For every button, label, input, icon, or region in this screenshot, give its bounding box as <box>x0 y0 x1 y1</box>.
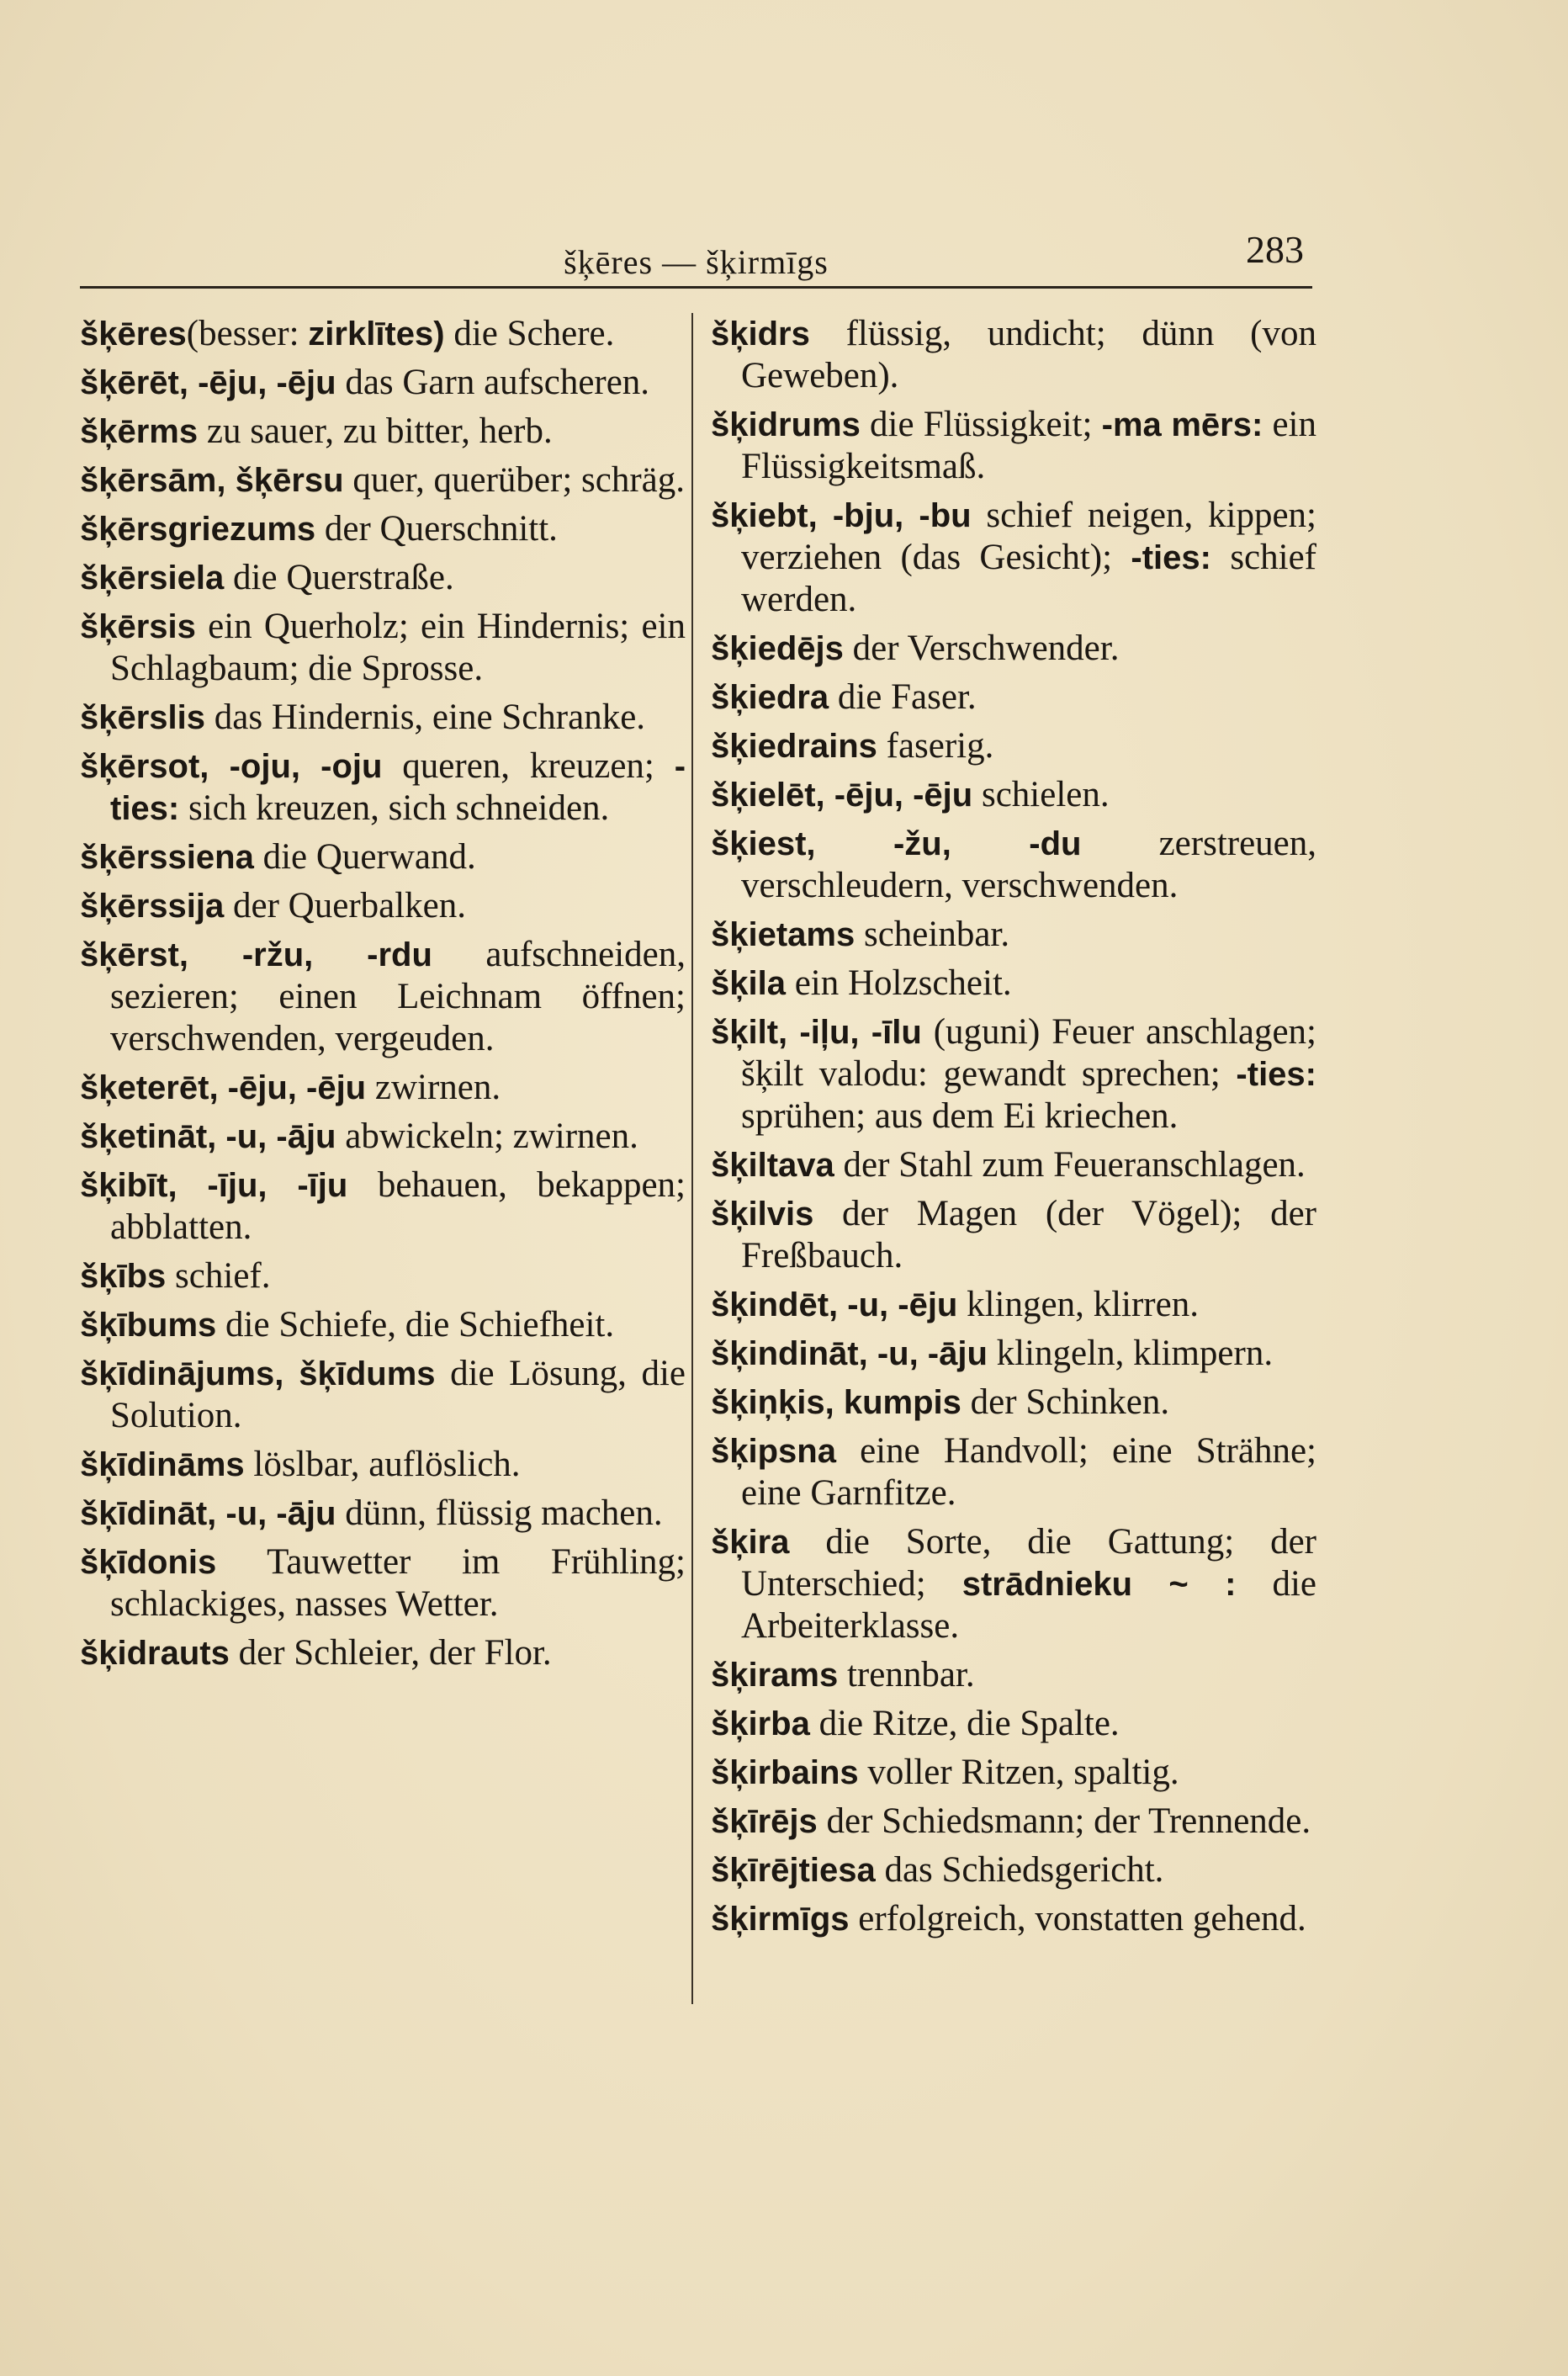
dictionary-entry <box>711 628 1316 670</box>
entry-definition: der Querbalken. <box>224 886 467 925</box>
entry-definition: die Faser. <box>829 677 977 717</box>
dictionary-entry <box>711 1430 1316 1514</box>
entry-headword: zirklītes) <box>308 316 445 353</box>
dictionary-entry <box>711 1521 1316 1647</box>
dictionary-entry <box>711 1654 1316 1696</box>
dictionary-entry <box>711 676 1316 719</box>
entry-headword: šķīdinājums, šķīdums <box>80 1355 436 1392</box>
dictionary-entry <box>80 1444 686 1486</box>
entry-headword: šķērslis <box>80 699 206 736</box>
entry-definition: abwickeln; zwirnen. <box>336 1116 638 1156</box>
right-column <box>711 313 1316 1947</box>
entry-headword: šķērssija <box>80 888 225 925</box>
entry-definition: zwirnen. <box>366 1068 501 1107</box>
entry-definition: der Schiedsmann; der Trennende. <box>817 1801 1311 1841</box>
entry-headword: -ties: <box>1131 539 1211 576</box>
entry-headword: šķīdonis <box>80 1544 217 1581</box>
entry-headword: šķipsna <box>711 1433 836 1470</box>
entry-definition: dünn, flüssig machen. <box>336 1493 663 1533</box>
dictionary-entry <box>711 914 1316 956</box>
entry-definition: die Sorte, die Gattung; der Unterschied; <box>741 1522 1316 1604</box>
dictionary-entry <box>711 1752 1316 1794</box>
entry-definition: aufschneiden, sezieren; einen Leichnam öffnen; verschwenden, vergeuden. <box>110 935 686 1058</box>
entry-definition: klingeln, klimpern. <box>987 1334 1274 1373</box>
entry-headword: šķiltava <box>711 1147 834 1184</box>
entry-definition: der Querschnitt. <box>315 509 558 549</box>
entry-headword: šķērsgriezums <box>80 511 316 548</box>
dictionary-entry <box>711 1011 1316 1138</box>
entry-definition: faserig. <box>877 726 994 766</box>
dictionary-entry <box>711 1849 1316 1891</box>
dictionary-entry <box>80 745 686 830</box>
entry-headword: šķērsām, šķērsu <box>80 462 344 499</box>
entry-definition: schief neigen, kippen; verziehen (das Gesicht); <box>741 496 1316 577</box>
dictionary-entry <box>80 1304 686 1346</box>
entry-definition: der Schleier, der Flor. <box>229 1633 552 1673</box>
entry-headword: šķērsiela <box>80 560 225 597</box>
entry-definition: löslbar, auflöslich. <box>244 1445 521 1484</box>
entry-definition: erfolgreich, vonstatten gehend. <box>849 1899 1306 1938</box>
header-rule <box>80 286 1312 289</box>
entry-definition: klingen, klirren. <box>957 1285 1199 1324</box>
entry-definition: schielen. <box>972 775 1110 814</box>
entry-headword: šķērst, -ržu, -rdu <box>80 936 432 973</box>
entry-definition: behauen, bekappen; abblatten. <box>110 1165 686 1247</box>
entry-headword: šķērsot, -oju, -oju <box>80 748 383 785</box>
entry-definition: das Garn aufscheren. <box>336 363 650 402</box>
entry-headword: šķiedējs <box>711 630 844 667</box>
column-divider <box>691 313 693 2004</box>
entry-headword: šķīdināt, -u, -āju <box>80 1495 336 1532</box>
dictionary-entry <box>80 836 686 878</box>
entry-definition: schief werden. <box>741 538 1316 619</box>
entry-headword: šķībs <box>80 1258 167 1295</box>
entry-definition: das Schiedsgericht. <box>875 1850 1164 1890</box>
entry-definition: eine Handvoll; eine Strähne; eine Garnfitze. <box>741 1431 1316 1513</box>
entry-headword: šķirams <box>711 1657 839 1694</box>
page-number: 283 <box>1246 228 1304 271</box>
entry-headword: šķībums <box>80 1307 217 1344</box>
entry-definition: trennbar. <box>838 1655 975 1694</box>
entry-definition: voller Ritzen, spaltig. <box>858 1753 1179 1792</box>
entry-headword: šķidrums <box>711 406 861 443</box>
dictionary-entry <box>80 934 686 1060</box>
entry-definition: scheinbar. <box>855 915 1010 954</box>
left-column <box>80 313 686 1681</box>
dictionary-entry <box>80 1067 686 1109</box>
dictionary-entry <box>80 411 686 453</box>
entry-headword: šķidrs <box>711 316 810 353</box>
dictionary-entry <box>80 1632 686 1674</box>
entry-headword: šķietams <box>711 916 856 953</box>
dictionary-entry <box>711 1284 1316 1326</box>
page-header <box>80 227 1312 294</box>
entry-headword: šķīrējs <box>711 1803 818 1840</box>
entry-headword: šķindināt, -u, -āju <box>711 1335 988 1372</box>
dictionary-entry <box>80 1541 686 1626</box>
entry-headword: -ties: <box>110 748 686 827</box>
entry-definition: (uguni) Feuer anschlagen; šķilt valodu: gewandt sprechen; <box>741 1012 1317 1094</box>
dictionary-entry <box>711 1382 1316 1424</box>
entry-headword: šķiņķis, kumpis <box>711 1384 961 1421</box>
dictionary-entry <box>711 1193 1316 1277</box>
dictionary-entry <box>80 1493 686 1535</box>
dictionary-entry <box>711 823 1316 907</box>
dictionary-entry <box>711 404 1316 488</box>
entry-headword: šķeterēt, -ēju, -ēju <box>80 1069 367 1106</box>
dictionary-entry <box>80 697 686 739</box>
entry-headword: šķēres <box>80 316 187 353</box>
entry-definition: zerstreuen, verschleudern, verschwenden. <box>741 824 1316 905</box>
entry-definition: der Schinken. <box>961 1382 1170 1422</box>
entry-headword: šķibīt, -īju, -īju <box>80 1167 348 1204</box>
dictionary-entry <box>711 1144 1316 1186</box>
entry-headword: šķila <box>711 965 786 1002</box>
entry-headword: šķilvis <box>711 1196 814 1233</box>
dictionary-entry <box>711 774 1316 816</box>
dictionary-entry <box>711 1703 1316 1745</box>
entry-definition: der Verschwender. <box>843 628 1120 668</box>
entry-definition: die Flüssigkeit; <box>860 405 1102 444</box>
dictionary-entry <box>80 1116 686 1158</box>
entry-headword: šķīrējtiesa <box>711 1852 876 1889</box>
entry-definition: die Querstraße. <box>224 558 454 597</box>
entry-headword: šķērsis <box>80 608 196 645</box>
entry-headword: strādnieku ~ : <box>961 1566 1237 1603</box>
entry-headword: šķetināt, -u, -āju <box>80 1118 336 1155</box>
entry-headword: šķielēt, -ēju, -ēju <box>711 777 973 814</box>
entry-definition: die Ritze, die Spalte. <box>809 1704 1120 1743</box>
entry-definition: der Magen (der Vögel); der Freßbauch. <box>741 1194 1316 1276</box>
dictionary-entry <box>711 313 1316 397</box>
entry-headword: šķīdināms <box>80 1446 245 1483</box>
entry-headword: šķirba <box>711 1705 810 1742</box>
dictionary-entry <box>711 1333 1316 1375</box>
dictionary-entry <box>80 313 686 355</box>
entry-definition: die Arbeiterklasse. <box>741 1564 1316 1646</box>
dictionary-entry <box>80 459 686 501</box>
entry-headword: šķiest, -žu, -du <box>711 825 1082 862</box>
entry-headword: šķiedrains <box>711 728 877 765</box>
dictionary-entry <box>711 725 1316 767</box>
entry-headword: šķērms <box>80 413 199 450</box>
entry-headword: šķērēt, -ēju, -ēju <box>80 364 336 401</box>
entry-headword: šķindēt, -u, -ēju <box>711 1286 958 1323</box>
entry-headword: šķidrauts <box>80 1635 230 1672</box>
dictionary-entry <box>80 508 686 550</box>
entry-definition: quer, querüber; schräg. <box>343 460 685 500</box>
entry-headword: šķērssiena <box>80 839 254 876</box>
dictionary-entry <box>80 1255 686 1297</box>
entry-definition: die Schiefe, die Schiefheit. <box>216 1305 615 1344</box>
entry-definition: zu sauer, zu bitter, herb. <box>198 411 553 451</box>
running-head: šķēres — šķirmīgs <box>564 243 829 281</box>
dictionary-entry <box>80 557 686 599</box>
entry-definition: die Schere. <box>444 314 615 353</box>
dictionary-entry <box>711 1801 1316 1843</box>
entry-headword: šķilt, -iļu, -īlu <box>711 1014 922 1051</box>
entry-definition: ein Holzscheit. <box>785 963 1012 1003</box>
dictionary-entry <box>711 963 1316 1005</box>
dictionary-entry <box>80 362 686 404</box>
entry-definition: der Stahl zum Feueranschlagen. <box>834 1145 1306 1185</box>
entry-definition: ein Flüssigkeitsmaß. <box>741 405 1316 486</box>
entry-headword: šķiebt, -bju, -bu <box>711 497 972 534</box>
entry-definition: die Querwand. <box>253 837 476 877</box>
entry-definition: ein Querholz; ein Hindernis; ein Schlagbaum; die Sprosse. <box>110 607 686 688</box>
dictionary-entry <box>80 606 686 690</box>
entry-definition: queren, kreuzen; <box>382 746 675 786</box>
entry-headword: šķira <box>711 1524 790 1561</box>
entry-headword: -ma mērs: <box>1101 406 1263 443</box>
entry-definition: schief. <box>166 1256 271 1296</box>
entry-definition: das Hindernis, eine Schranke. <box>205 697 646 737</box>
entry-definition: die Lösung, die Solution. <box>110 1354 686 1435</box>
entry-headword: šķirmīgs <box>711 1901 850 1938</box>
entry-definition: flüssig, undicht; dünn (von Geweben). <box>741 314 1316 395</box>
dictionary-entry <box>80 1353 686 1437</box>
entry-definition: sich kreuzen, sich schneiden. <box>179 788 610 828</box>
entry-definition: sprühen; aus dem Ei kriechen. <box>741 1096 1179 1136</box>
dictionary-entry <box>80 1164 686 1249</box>
dictionary-entry <box>80 885 686 927</box>
entry-headword: šķiedra <box>711 679 829 716</box>
entry-definition: (besser: <box>186 314 309 353</box>
entry-headword: šķirbains <box>711 1754 859 1791</box>
dictionary-entry <box>711 495 1316 621</box>
entry-definition: Tauwetter im Frühling; schlackiges, nasses Wetter. <box>110 1542 686 1624</box>
dictionary-entry <box>711 1898 1316 1940</box>
entry-headword: -ties: <box>1236 1056 1316 1093</box>
